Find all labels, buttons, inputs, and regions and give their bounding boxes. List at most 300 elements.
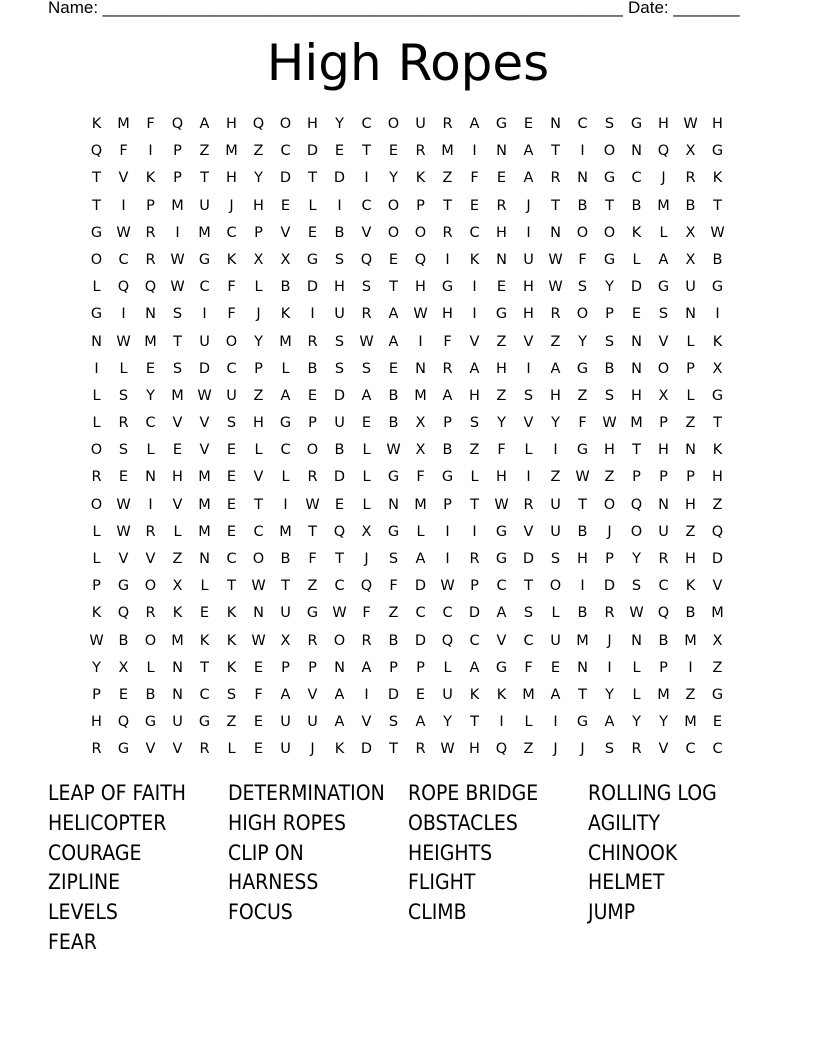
grid-row bbox=[83, 655, 731, 682]
grid-letter: E bbox=[253, 741, 264, 758]
grid-letter: B bbox=[145, 686, 156, 703]
grid-letter: V bbox=[199, 415, 210, 432]
grid-letter: S bbox=[172, 306, 183, 323]
grid-letter: G bbox=[90, 306, 103, 323]
word-list-item: HELMET bbox=[588, 870, 665, 895]
grid-letter: S bbox=[550, 551, 561, 567]
grid-letter: V bbox=[523, 333, 534, 350]
grid-letter: G bbox=[495, 306, 508, 323]
grid-letter: C bbox=[226, 360, 237, 377]
grid-letter: H bbox=[172, 469, 183, 486]
grid-letter: O bbox=[225, 333, 238, 350]
grid-letter: D bbox=[333, 469, 346, 486]
grid-letter: E bbox=[280, 197, 291, 214]
grid-letter: Z bbox=[712, 659, 723, 676]
grid-letter: F bbox=[308, 551, 317, 567]
grid-letter: H bbox=[253, 415, 264, 432]
grid-letter: C bbox=[442, 605, 453, 622]
grid-letter: I bbox=[472, 279, 477, 296]
grid-letter: P bbox=[659, 469, 668, 486]
grid-letter: O bbox=[144, 632, 157, 649]
grid-letter: Y bbox=[389, 170, 398, 187]
grid-letter: O bbox=[414, 224, 427, 241]
grid-letter: N bbox=[172, 659, 183, 676]
grid-letter: R bbox=[361, 632, 372, 649]
grid-letter: E bbox=[118, 686, 129, 703]
grid-letter: D bbox=[522, 551, 535, 567]
grid-letter: U bbox=[199, 197, 210, 214]
grid-row bbox=[83, 111, 731, 138]
grid-letter: R bbox=[469, 551, 480, 567]
grid-letter: F bbox=[119, 143, 128, 160]
grid-letter: I bbox=[472, 523, 477, 540]
page-title: High Ropes bbox=[266, 34, 550, 92]
grid-letter: R bbox=[550, 306, 561, 323]
grid-letter: J bbox=[310, 741, 315, 758]
grid-letter: S bbox=[361, 360, 372, 377]
grid-letter: L bbox=[632, 686, 641, 703]
grid-letter: M bbox=[198, 496, 211, 513]
grid-letter: Z bbox=[253, 143, 264, 160]
grid-letter: R bbox=[145, 605, 156, 622]
grid-letter: Q bbox=[117, 605, 130, 622]
grid-letter: B bbox=[712, 251, 723, 268]
grid-letter: P bbox=[659, 415, 668, 432]
grid-letter: G bbox=[441, 469, 454, 486]
grid-letter: W bbox=[710, 224, 725, 241]
word-list-item: HARNESS bbox=[228, 870, 319, 895]
grid-letter: H bbox=[523, 306, 534, 323]
grid-letter: H bbox=[307, 116, 318, 132]
grid-letter: W bbox=[683, 116, 698, 132]
grid-letter: O bbox=[387, 116, 400, 132]
grid-letter: E bbox=[334, 496, 345, 513]
grid-letter: T bbox=[254, 496, 263, 513]
grid-letter: E bbox=[361, 415, 372, 432]
grid-letter: E bbox=[388, 143, 399, 160]
grid-letter: T bbox=[470, 496, 479, 513]
grid-letter: J bbox=[607, 523, 612, 540]
grid-letter: T bbox=[551, 143, 560, 160]
grid-letter: A bbox=[469, 659, 480, 676]
grid-letter: E bbox=[307, 224, 318, 241]
grid-letter: R bbox=[604, 605, 615, 622]
grid-letter: B bbox=[388, 632, 399, 649]
grid-letter: M bbox=[198, 469, 211, 486]
grid-letter: H bbox=[415, 279, 426, 296]
grid-letter: O bbox=[144, 578, 157, 595]
grid-letter: S bbox=[658, 306, 669, 323]
grid-letter: J bbox=[553, 741, 558, 758]
grid-letter: S bbox=[469, 415, 480, 432]
grid-letter: V bbox=[172, 741, 183, 758]
grid-letter: F bbox=[524, 659, 533, 676]
grid-letter: R bbox=[145, 224, 156, 241]
grid-letter: M bbox=[171, 387, 184, 404]
grid-letter: S bbox=[523, 387, 534, 404]
grid-row bbox=[83, 437, 731, 464]
grid-letter: U bbox=[307, 714, 318, 731]
grid-letter: B bbox=[631, 197, 642, 214]
grid-letter: U bbox=[685, 279, 696, 296]
grid-letter: F bbox=[146, 116, 155, 132]
grid-letter: P bbox=[632, 469, 641, 486]
grid-letter: E bbox=[388, 251, 399, 268]
grid-letter: X bbox=[280, 251, 291, 268]
grid-letter: H bbox=[334, 279, 345, 296]
grid-letter: L bbox=[92, 523, 101, 540]
grid-letter: H bbox=[496, 224, 507, 241]
grid-letter: W bbox=[548, 251, 563, 268]
grid-letter: J bbox=[607, 632, 612, 649]
grid-letter: E bbox=[712, 714, 723, 731]
grid-letter: A bbox=[604, 714, 615, 731]
grid-letter: A bbox=[199, 116, 210, 132]
grid-letter: E bbox=[145, 360, 156, 377]
grid-letter: U bbox=[199, 333, 210, 350]
grid-letter: Q bbox=[144, 279, 157, 296]
grid-letter: M bbox=[414, 387, 427, 404]
grid-letter: N bbox=[631, 333, 642, 350]
grid-letter: E bbox=[334, 143, 345, 160]
grid-letter: V bbox=[658, 741, 669, 758]
grid-letter: V bbox=[172, 415, 183, 432]
grid-letter: M bbox=[576, 632, 589, 649]
grid-row bbox=[83, 600, 731, 627]
grid-letter: M bbox=[198, 523, 211, 540]
grid-letter: R bbox=[307, 469, 318, 486]
grid-letter: L bbox=[362, 469, 371, 486]
grid-letter: D bbox=[198, 360, 211, 377]
grid-letter: X bbox=[361, 523, 372, 540]
grid-letter: N bbox=[550, 116, 561, 132]
grid-letter: Z bbox=[388, 605, 399, 622]
grid-letter: Y bbox=[632, 551, 641, 567]
grid-letter: B bbox=[577, 197, 588, 214]
grid-letter: F bbox=[578, 415, 587, 432]
grid-letter: T bbox=[173, 333, 182, 350]
grid-letter: N bbox=[334, 659, 345, 676]
grid-letter: T bbox=[713, 415, 722, 432]
grid-letter: V bbox=[523, 523, 534, 540]
grid-letter: W bbox=[116, 523, 131, 540]
grid-letter: V bbox=[469, 333, 480, 350]
grid-letter: P bbox=[659, 659, 668, 676]
grid-letter: K bbox=[712, 442, 723, 459]
grid-letter: C bbox=[280, 143, 291, 160]
grid-row bbox=[83, 138, 731, 165]
grid-letter: S bbox=[334, 333, 345, 350]
grid-letter: Y bbox=[605, 686, 614, 703]
grid-letter: G bbox=[306, 605, 319, 622]
grid-letter: Y bbox=[632, 714, 641, 731]
grid-letter: Q bbox=[630, 496, 643, 513]
grid-letter: O bbox=[576, 306, 589, 323]
grid-letter: Q bbox=[171, 116, 184, 132]
grid-letter: M bbox=[171, 197, 184, 214]
grid-letter: F bbox=[416, 469, 425, 486]
grid-letter: M bbox=[684, 632, 697, 649]
grid-letter: P bbox=[470, 578, 479, 595]
grid-letter: L bbox=[362, 442, 371, 459]
grid-letter: P bbox=[92, 686, 101, 703]
grid-letter: X bbox=[118, 659, 129, 676]
grid-letter: U bbox=[415, 116, 426, 132]
grid-letter: A bbox=[280, 387, 291, 404]
grid-letter: D bbox=[333, 387, 346, 404]
grid-letter: T bbox=[308, 170, 317, 187]
grid-letter: M bbox=[711, 605, 724, 622]
grid-letter: O bbox=[603, 496, 616, 513]
grid-letter: S bbox=[118, 442, 129, 459]
grid-letter: C bbox=[496, 578, 507, 595]
grid-letter: I bbox=[364, 686, 369, 703]
grid-row bbox=[83, 492, 731, 519]
grid-letter: L bbox=[686, 387, 695, 404]
grid-letter: A bbox=[415, 551, 426, 567]
grid-letter: C bbox=[415, 605, 426, 622]
grid-letter: G bbox=[711, 143, 724, 160]
grid-letter: C bbox=[685, 741, 696, 758]
grid-letter: O bbox=[90, 442, 103, 459]
grid-letter: L bbox=[254, 442, 263, 459]
grid-letter: E bbox=[631, 306, 642, 323]
grid-letter: D bbox=[603, 578, 616, 595]
grid-letter: G bbox=[198, 714, 211, 731]
grid-row bbox=[83, 519, 731, 546]
grid-letter: L bbox=[92, 279, 101, 296]
grid-letter: O bbox=[333, 632, 346, 649]
grid-letter: K bbox=[685, 578, 696, 595]
grid-letter: L bbox=[146, 442, 155, 459]
grid-letter: N bbox=[631, 632, 642, 649]
grid-letter: O bbox=[306, 442, 319, 459]
grid-letter: W bbox=[170, 251, 185, 268]
word-list-item: ROLLING LOG bbox=[588, 781, 717, 805]
grid-letter: J bbox=[526, 197, 531, 214]
grid-letter: E bbox=[226, 442, 237, 459]
grid-letter: R bbox=[496, 197, 507, 214]
grid-letter: I bbox=[337, 197, 342, 214]
grid-letter: T bbox=[389, 279, 398, 296]
grid-letter: I bbox=[445, 251, 450, 268]
grid-letter: I bbox=[148, 143, 153, 160]
grid-letter: M bbox=[198, 224, 211, 241]
grid-letter: T bbox=[632, 442, 641, 459]
grid-letter: N bbox=[172, 686, 183, 703]
word-list-item: COURAGE bbox=[48, 840, 142, 865]
grid-letter: R bbox=[415, 143, 426, 160]
word-list-item: CLIMB bbox=[408, 900, 467, 925]
grid-letter: H bbox=[496, 360, 507, 377]
grid-letter: X bbox=[280, 632, 291, 649]
grid-letter: N bbox=[631, 143, 642, 160]
grid-letter: G bbox=[198, 251, 211, 268]
grid-letter: Z bbox=[523, 741, 534, 758]
grid-letter: K bbox=[226, 659, 237, 676]
grid-letter: S bbox=[334, 360, 345, 377]
grid-letter: R bbox=[199, 741, 210, 758]
grid-letter: D bbox=[360, 741, 373, 758]
grid-letter: N bbox=[658, 496, 669, 513]
grid-letter: Z bbox=[685, 523, 696, 540]
grid-letter: U bbox=[550, 632, 561, 649]
grid-letter: B bbox=[685, 197, 696, 214]
grid-letter: W bbox=[305, 496, 320, 513]
grid-letter: I bbox=[526, 224, 531, 241]
grid-letter: K bbox=[91, 116, 102, 132]
word-list-item: OBSTACLES bbox=[408, 810, 518, 835]
grid-letter: C bbox=[226, 224, 237, 241]
grid-letter: S bbox=[172, 360, 183, 377]
grid-letter: O bbox=[387, 197, 400, 214]
grid-letter: D bbox=[630, 279, 643, 296]
grid-letter: I bbox=[418, 333, 423, 350]
grid-letter: M bbox=[657, 686, 670, 703]
grid-letter: S bbox=[631, 578, 642, 595]
grid-letter: K bbox=[469, 686, 480, 703]
grid-letter: O bbox=[90, 496, 103, 513]
grid-letter: K bbox=[91, 605, 102, 622]
grid-letter: A bbox=[496, 605, 507, 622]
grid-letter: K bbox=[280, 306, 291, 323]
grid-letter: T bbox=[92, 197, 101, 214]
grid-letter: G bbox=[576, 714, 589, 731]
grid-letter: R bbox=[550, 170, 561, 187]
grid-letter: E bbox=[307, 387, 318, 404]
grid-letter: I bbox=[553, 442, 558, 459]
grid-letter: V bbox=[361, 224, 372, 241]
grid-letter: S bbox=[334, 251, 345, 268]
grid-letter: H bbox=[550, 387, 561, 404]
word-list-item: AGILITY bbox=[588, 810, 661, 835]
grid-letter: I bbox=[121, 306, 126, 323]
grid-letter: E bbox=[226, 523, 237, 540]
grid-letter: U bbox=[658, 523, 669, 540]
grid-letter: N bbox=[415, 360, 426, 377]
grid-letter: K bbox=[199, 632, 210, 649]
grid-letter: I bbox=[715, 306, 720, 323]
grid-letter: S bbox=[118, 387, 129, 404]
grid-letter: Z bbox=[307, 578, 318, 595]
grid-letter: S bbox=[523, 605, 534, 622]
grid-letter: M bbox=[225, 143, 238, 160]
grid-letter: E bbox=[118, 469, 129, 486]
grid-row bbox=[83, 193, 731, 220]
word-list-item: DETERMINATION bbox=[228, 781, 385, 805]
grid-letter: L bbox=[686, 333, 695, 350]
grid-letter: W bbox=[548, 279, 563, 296]
grid-letter: N bbox=[577, 170, 588, 187]
grid-letter: G bbox=[117, 741, 130, 758]
grid-letter: H bbox=[496, 469, 507, 486]
grid-letter: E bbox=[253, 659, 264, 676]
grid-letter: K bbox=[226, 632, 237, 649]
grid-letter: G bbox=[144, 714, 157, 731]
grid-letter: C bbox=[658, 578, 669, 595]
grid-letter: M bbox=[684, 714, 697, 731]
grid-letter: D bbox=[306, 279, 319, 296]
grid-letter: V bbox=[199, 442, 210, 459]
grid-row bbox=[83, 301, 731, 328]
grid-letter: Z bbox=[442, 170, 453, 187]
grid-letter: T bbox=[281, 578, 290, 595]
grid-letter: L bbox=[173, 523, 182, 540]
grid-row bbox=[83, 682, 731, 709]
grid-letter: R bbox=[145, 523, 156, 540]
grid-letter: D bbox=[306, 143, 319, 160]
grid-letter: U bbox=[280, 714, 291, 731]
grid-letter: K bbox=[172, 605, 183, 622]
grid-letter: H bbox=[442, 306, 453, 323]
grid-letter: R bbox=[442, 360, 453, 377]
grid-letter: L bbox=[281, 360, 290, 377]
grid-letter: I bbox=[121, 197, 126, 214]
grid-letter: L bbox=[362, 496, 371, 513]
grid-letter: Y bbox=[551, 415, 560, 432]
grid-letter: O bbox=[630, 523, 643, 540]
grid-letter: O bbox=[387, 224, 400, 241]
grid-letter: U bbox=[280, 741, 291, 758]
grid-letter: T bbox=[713, 197, 722, 214]
grid-letter: B bbox=[280, 279, 291, 296]
word-list-item: CLIP ON bbox=[228, 840, 304, 865]
grid-letter: P bbox=[254, 224, 263, 241]
grid-letter: G bbox=[657, 279, 670, 296]
grid-letter: G bbox=[495, 523, 508, 540]
grid-letter: W bbox=[359, 333, 374, 350]
grid-letter: B bbox=[658, 632, 669, 649]
grid-letter: V bbox=[118, 551, 129, 567]
grid-letter: H bbox=[658, 116, 669, 132]
grid-letter: T bbox=[362, 143, 371, 160]
grid-letter: W bbox=[116, 224, 131, 241]
grid-letter: B bbox=[388, 387, 399, 404]
grid-letter: D bbox=[414, 578, 427, 595]
grid-letter: A bbox=[361, 659, 372, 676]
grid-letter: Y bbox=[605, 279, 614, 296]
grid-letter: I bbox=[499, 714, 504, 731]
grid-letter: N bbox=[496, 251, 507, 268]
grid-row bbox=[83, 220, 731, 247]
grid-letter: J bbox=[580, 741, 585, 758]
grid-letter: E bbox=[550, 659, 561, 676]
grid-letter: I bbox=[175, 224, 180, 241]
grid-letter: J bbox=[364, 551, 369, 567]
grid-letter: P bbox=[605, 306, 614, 323]
grid-letter: G bbox=[576, 360, 589, 377]
grid-letter: B bbox=[577, 523, 588, 540]
grid-letter: Q bbox=[495, 741, 508, 758]
grid-letter: W bbox=[494, 496, 509, 513]
grid-letter: C bbox=[226, 551, 237, 567]
grid-letter: I bbox=[553, 714, 558, 731]
grid-letter: P bbox=[254, 360, 263, 377]
grid-letter: N bbox=[685, 306, 696, 323]
grid-letter: I bbox=[94, 360, 99, 377]
grid-letter: T bbox=[335, 551, 344, 567]
grid-letter: C bbox=[199, 686, 210, 703]
word-list-item: LEVELS bbox=[48, 900, 118, 925]
grid-letter: G bbox=[711, 279, 724, 296]
grid-letter: L bbox=[200, 578, 209, 595]
grid-letter: A bbox=[388, 333, 399, 350]
grid-letter: B bbox=[334, 224, 345, 241]
date-field-label: Date: _______ bbox=[628, 0, 740, 17]
grid-letter: A bbox=[523, 143, 534, 160]
grid-letter: P bbox=[173, 170, 182, 187]
grid-letter: B bbox=[280, 551, 291, 567]
